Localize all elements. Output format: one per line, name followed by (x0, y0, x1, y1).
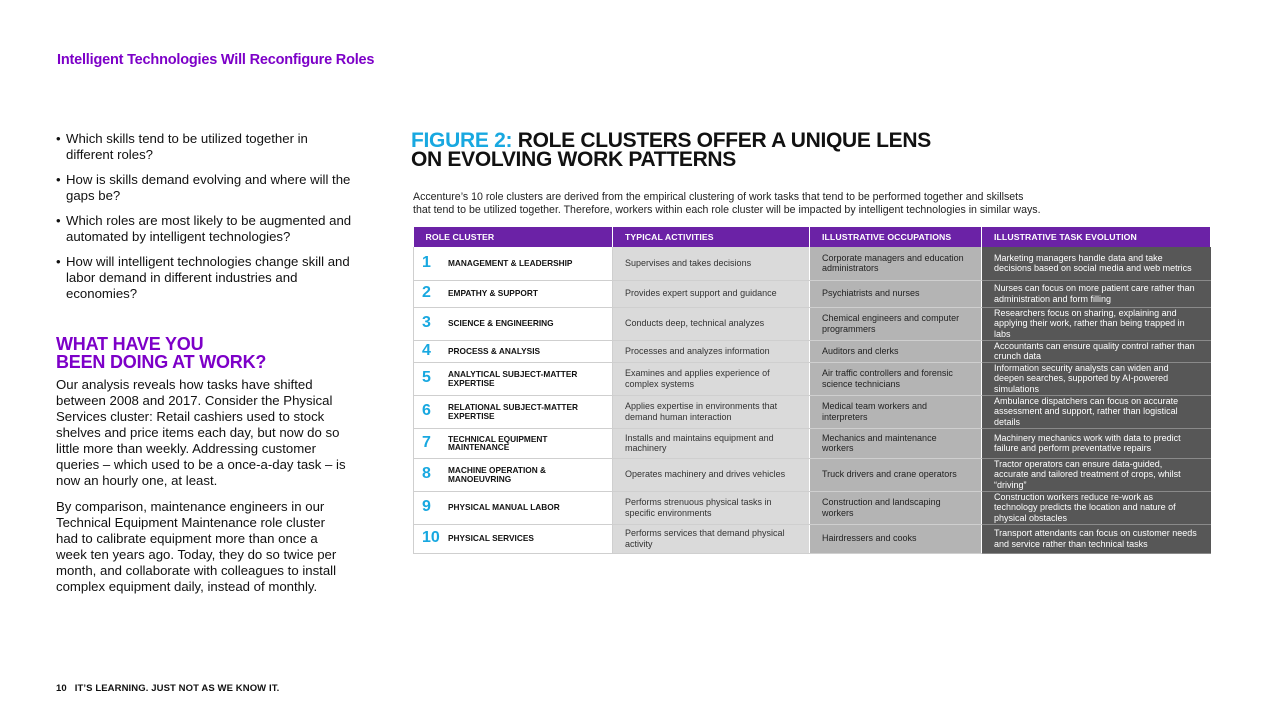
role-name: EMPATHY & SUPPORT (448, 288, 538, 299)
figure-label: FIGURE 2: (411, 129, 513, 152)
paragraph: Our analysis reveals how tasks have shifted between 2008 and 2017. Consider the Physical Services cluster: Retail cashiers used to stock shelves and price items each day, but now do so little more than weekly. Addressing customer queries – which used to be a once-a-day task – is now an hourly one, at least. (56, 377, 346, 488)
role-number: 4 (422, 341, 431, 359)
table-row (414, 524, 1211, 553)
activity-cell: Examines and applies experience of complex systems (613, 362, 810, 395)
occupation-cell: Auditors and clerks (810, 340, 982, 362)
role-name: ANALYTICAL SUBJECT-MATTER EXPERTISE (448, 369, 578, 388)
occupation-cell: Hairdressers and cooks (810, 524, 982, 553)
occupation-cell: Medical team workers and interpreters (810, 395, 982, 428)
role-number: 6 (422, 402, 431, 420)
role-name: SCIENCE & ENGINEERING (448, 318, 554, 329)
table-row (414, 280, 1211, 307)
role-number: 3 (422, 314, 431, 332)
role-clusters-table (413, 227, 1211, 554)
activity-cell: Supervises and takes decisions (613, 247, 810, 280)
role-cell (414, 458, 613, 491)
table-row (414, 491, 1211, 524)
question-item: • How will intelligent technologies change skill and labor demand in different industries and economies? (56, 254, 356, 302)
section-heading-line: BEEN DOING AT WORK? (56, 352, 267, 372)
column-header-illustrative-task-evolution: ILLUSTRATIVE TASK EVOLUTION (982, 227, 1211, 247)
role-cell (414, 491, 613, 524)
figure-title-line-2: ON EVOLVING WORK PATTERNS (411, 148, 737, 171)
page-footer (56, 683, 279, 694)
role-cell (414, 362, 613, 395)
role-cell (414, 280, 613, 307)
occupation-cell: Chemical engineers and computer programmers (810, 307, 982, 340)
footer-text: IT’S LEARNING. JUST NOT AS WE KNOW IT. (74, 683, 280, 694)
role-name: TECHNICAL EQUIPMENT MAINTENANCE (448, 433, 548, 452)
column-header-typical-activities: TYPICAL ACTIVITIES (613, 227, 810, 247)
activity-cell: Processes and analyzes information (613, 340, 810, 362)
activity-cell: Applies expertise in environments that demand human interaction (613, 395, 810, 428)
evolution-cell: Information security analysts can widen and deepen searches, supported by AI-powered simulations (982, 362, 1211, 395)
role-number: 2 (422, 284, 431, 302)
question-list (56, 131, 356, 311)
role-cell (414, 395, 613, 428)
evolution-cell: Researchers focus on sharing, explaining and applying their work, rather than being trapped in labs (982, 307, 1211, 340)
section-heading (56, 335, 356, 371)
activity-cell: Installs and maintains equipment and machinery (613, 428, 810, 458)
column-header-role-cluster: ROLE CLUSTER (414, 227, 613, 247)
section-heading-line: WHAT HAVE YOU (56, 334, 204, 354)
role-number: 1 (422, 254, 431, 271)
evolution-cell: Transport attendants can focus on customer needs and service rather than technical tasks (982, 524, 1211, 553)
page-header-title: Intelligent Technologies Will Reconfigure Roles (57, 52, 375, 68)
role-name: MACHINE OPERATION & MANOEUVRING (448, 465, 547, 484)
question-item: • How is skills demand evolving and where will the gaps be? (56, 172, 356, 204)
activity-cell: Operates machinery and drives vehicles (613, 458, 810, 491)
table-row (414, 458, 1211, 491)
occupation-cell: Construction and landscaping workers (810, 491, 982, 524)
role-name: PHYSICAL SERVICES (448, 533, 534, 544)
occupation-cell: Truck drivers and crane operators (810, 458, 982, 491)
role-number: 10 (422, 529, 440, 547)
table-header-row (414, 227, 1211, 247)
evolution-cell: Tractor operators can ensure data-guided, accurate and tailored treatment of crops, whilst “driving” (982, 458, 1211, 491)
table-row (414, 428, 1211, 458)
activity-cell: Performs services that demand physical activity (613, 524, 810, 553)
table-row (414, 395, 1211, 428)
occupation-cell: Corporate managers and education administrators (810, 247, 982, 280)
role-cell (414, 307, 613, 340)
table-row (414, 340, 1211, 362)
role-number: 8 (422, 465, 431, 483)
paragraph: By comparison, maintenance engineers in our Technical Equipment Maintenance role cluster had to calibrate equipment more than once a week ten years ago. Today, they do so twice per month, and collaborate with colleagues to install complex equipment daily, instead of monthly. (56, 499, 337, 594)
occupation-cell: Psychiatrists and nurses (810, 280, 982, 307)
role-name: PHYSICAL MANUAL LABOR (448, 502, 560, 513)
body-text (56, 377, 348, 605)
table-row (414, 247, 1211, 280)
role-cell (414, 428, 613, 458)
role-name: PROCESS & ANALYSIS (448, 345, 541, 356)
activity-cell: Provides expert support and guidance (613, 280, 810, 307)
figure-description-line: Accenture’s 10 role clusters are derived from the empirical clustering of work tasks that tend to be performed together and skillsets (413, 191, 1024, 203)
evolution-cell: Ambulance dispatchers can focus on accurate assessment and support, rather than logistical details (982, 395, 1211, 428)
figure-description (413, 191, 1213, 217)
activity-cell: Performs strenuous physical tasks in specific environments (613, 491, 810, 524)
evolution-cell: Construction workers reduce re-work as technology predicts the location and nature of physical obstacles (982, 491, 1211, 524)
occupation-cell: Mechanics and maintenance workers (810, 428, 982, 458)
evolution-cell: Accountants can ensure quality control rather than crunch data (982, 340, 1211, 362)
occupation-cell: Air traffic controllers and forensic science technicians (810, 362, 982, 395)
activity-cell: Conducts deep, technical analyzes (613, 307, 810, 340)
role-name: MANAGEMENT & LEADERSHIP (448, 258, 573, 268)
role-cell (414, 340, 613, 362)
column-header-illustrative-occupations: ILLUSTRATIVE OCCUPATIONS (810, 227, 982, 247)
role-cell (414, 247, 613, 280)
role-number: 7 (422, 433, 431, 451)
page-number: 10 (56, 683, 67, 694)
figure-description-line: that tend to be utilized together. Therefore, workers within each role cluster will be impacted by intelligent technologies in similar ways. (413, 204, 1041, 216)
question-item: • Which skills tend to be utilized together in different roles? (56, 131, 356, 163)
question-item: • Which roles are most likely to be augmented and automated by intelligent technologies? (56, 213, 356, 245)
figure-title (411, 131, 931, 169)
role-name: RELATIONAL SUBJECT-MATTER EXPERTISE (448, 402, 578, 421)
role-number: 9 (422, 498, 431, 516)
role-number: 5 (422, 369, 431, 387)
evolution-cell: Nurses can focus on more patient care rather than administration and form filling (982, 280, 1211, 307)
evolution-cell: Marketing managers handle data and take decisions based on social media and web metrics (982, 247, 1211, 280)
table-row (414, 362, 1211, 395)
role-cell (414, 524, 613, 553)
evolution-cell: Machinery mechanics work with data to predict failure and perform preventative repairs (982, 428, 1211, 458)
figure-title-text-1: ROLE CLUSTERS OFFER A UNIQUE LENS (517, 129, 931, 152)
table-row (414, 307, 1211, 340)
